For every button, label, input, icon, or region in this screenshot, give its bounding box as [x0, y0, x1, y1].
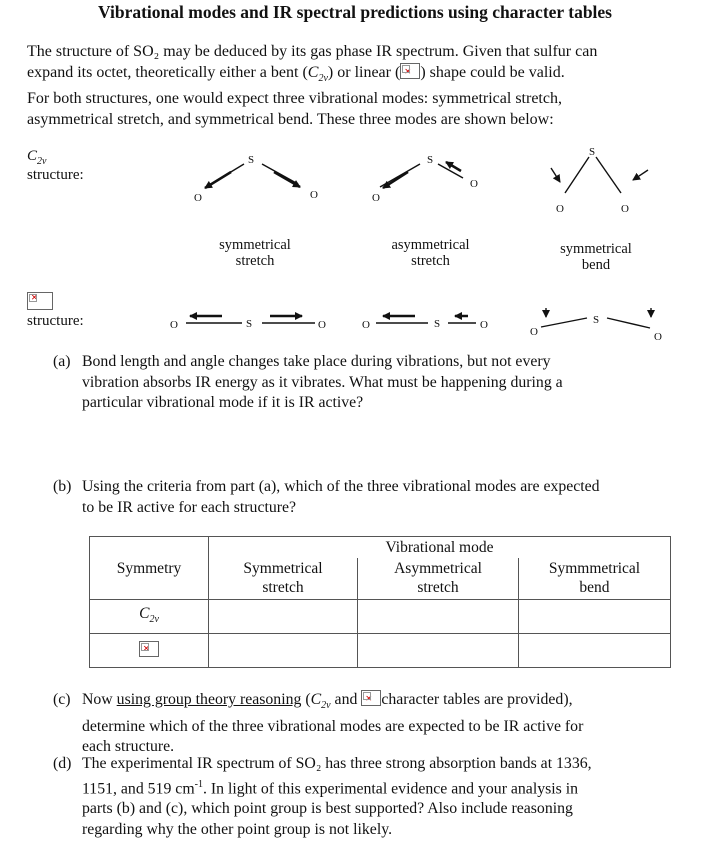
intro-line-4: asymmetrical stretch, and symmetrical bend. These three modes are shown below:: [27, 110, 554, 128]
question-b-text: Using the criteria from part (a), which of the three vibrational modes are expected to be IR active for each structure?: [82, 478, 600, 516]
atom-s: S: [589, 146, 596, 158]
atom-o: O: [362, 319, 370, 331]
atom-o: O: [556, 203, 564, 215]
answer-cell[interactable]: [358, 634, 519, 668]
atom-o: O: [480, 319, 488, 331]
atom-o: O: [194, 192, 202, 204]
bent-symmetric-stretch: [205, 164, 300, 188]
question-d-marker: (d): [53, 755, 72, 772]
caption-asymmetric-stretch: asymmetrical stretch: [391, 237, 470, 269]
atom-o: O: [530, 326, 538, 338]
atom-s: S: [427, 154, 434, 166]
atom-o: O: [470, 178, 478, 190]
answer-cell[interactable]: [519, 634, 671, 668]
question-c-text: Now using group theory reasoning ($C_{2v}$ and ×character tables are provided), determine which of the three vibrational modes are expected to be IR active for each structure.: [82, 690, 583, 758]
intro-line-2: [27, 63, 687, 90]
answer-cell[interactable]: [209, 634, 358, 668]
bent-symmetric-bend: [551, 157, 648, 193]
bent-structure-label: $C_{2v}$ structure:: [27, 148, 84, 183]
linear-asymmetric-stretch: [376, 316, 476, 323]
atom-o: O: [318, 319, 326, 331]
header-symmetry: Symmetry: [90, 537, 209, 600]
header-symmetrical-stretch: Symmetrical stretch: [209, 558, 358, 600]
question-b-marker: (b): [53, 478, 72, 495]
row-c2v-label: $C_{2v}$: [90, 600, 209, 634]
caption-symmetric-bend: symmetrical bend: [560, 241, 632, 273]
linear-structure-label: × structure:: [27, 292, 84, 330]
intro-line-3: For both structures, one would expect three vibrational modes: symmetrical stretch,: [27, 90, 562, 108]
header-vibrational-mode: Vibrational mode: [209, 537, 671, 558]
row-linear-label: [90, 634, 209, 668]
answer-cell[interactable]: [519, 600, 671, 634]
atom-s: S: [246, 318, 253, 330]
question-a-marker: (a): [53, 353, 71, 370]
broken-image-icon: [400, 63, 420, 79]
atom-s: S: [248, 154, 255, 166]
intro-paragraph: [27, 42, 687, 130]
question-a-text: Bond length and angle changes take place during vibrations, but not every vibration absorbs IR energy as it vibrates. What must be happening during a particular vibrational mode if it is IR active?: [82, 353, 563, 411]
header-asymmetrical-stretch: Asymmetrical stretch: [358, 558, 519, 600]
question-d-text: The experimental IR spectrum of SO₂ has three strong absorption bands at 1336, 1151, and 519 $cm^{-1}$. In light of this experimental evidence and your analysis in parts (b) and (c), which point group is best supported? Also include reasoning regarding why the other point group is not likely.: [82, 755, 592, 838]
broken-image-icon: [139, 641, 159, 657]
answer-cell[interactable]: [358, 600, 519, 634]
bent-asymmetric-stretch: [380, 162, 463, 188]
intro-text: expand its octet, theoretically either a bent (: [27, 63, 308, 81]
broken-image-icon: [361, 690, 381, 706]
atom-o: O: [654, 331, 662, 343]
page-title: Vibrational modes and IR spectral predictions using character tables: [98, 2, 612, 22]
underlined-phrase: using group theory reasoning: [116, 691, 302, 708]
atom-s: S: [593, 314, 600, 326]
header-symmetrical-bend: Symmmetrical bend: [519, 558, 671, 600]
atom-s: S: [434, 318, 441, 330]
intro-text: ) or linear (: [327, 63, 401, 81]
answer-cell[interactable]: [209, 600, 358, 634]
atom-o: O: [621, 203, 629, 215]
ir-activity-table: [89, 536, 671, 668]
caption-symmetric-stretch: symmetrical stretch: [219, 237, 291, 269]
atom-o: O: [372, 192, 380, 204]
intro-text: ) shape could be valid.: [420, 63, 565, 81]
atom-o: O: [170, 319, 178, 331]
question-c-marker: (c): [53, 691, 71, 708]
vibrational-modes-diagram: [0, 130, 710, 345]
c2v-symbol: $C_{2v}$: [307, 63, 328, 84]
atom-o: O: [310, 189, 318, 201]
intro-line-1: The structure of SO₂ may be deduced by its gas phase IR spectrum. Given that sulfur can: [27, 43, 598, 60]
